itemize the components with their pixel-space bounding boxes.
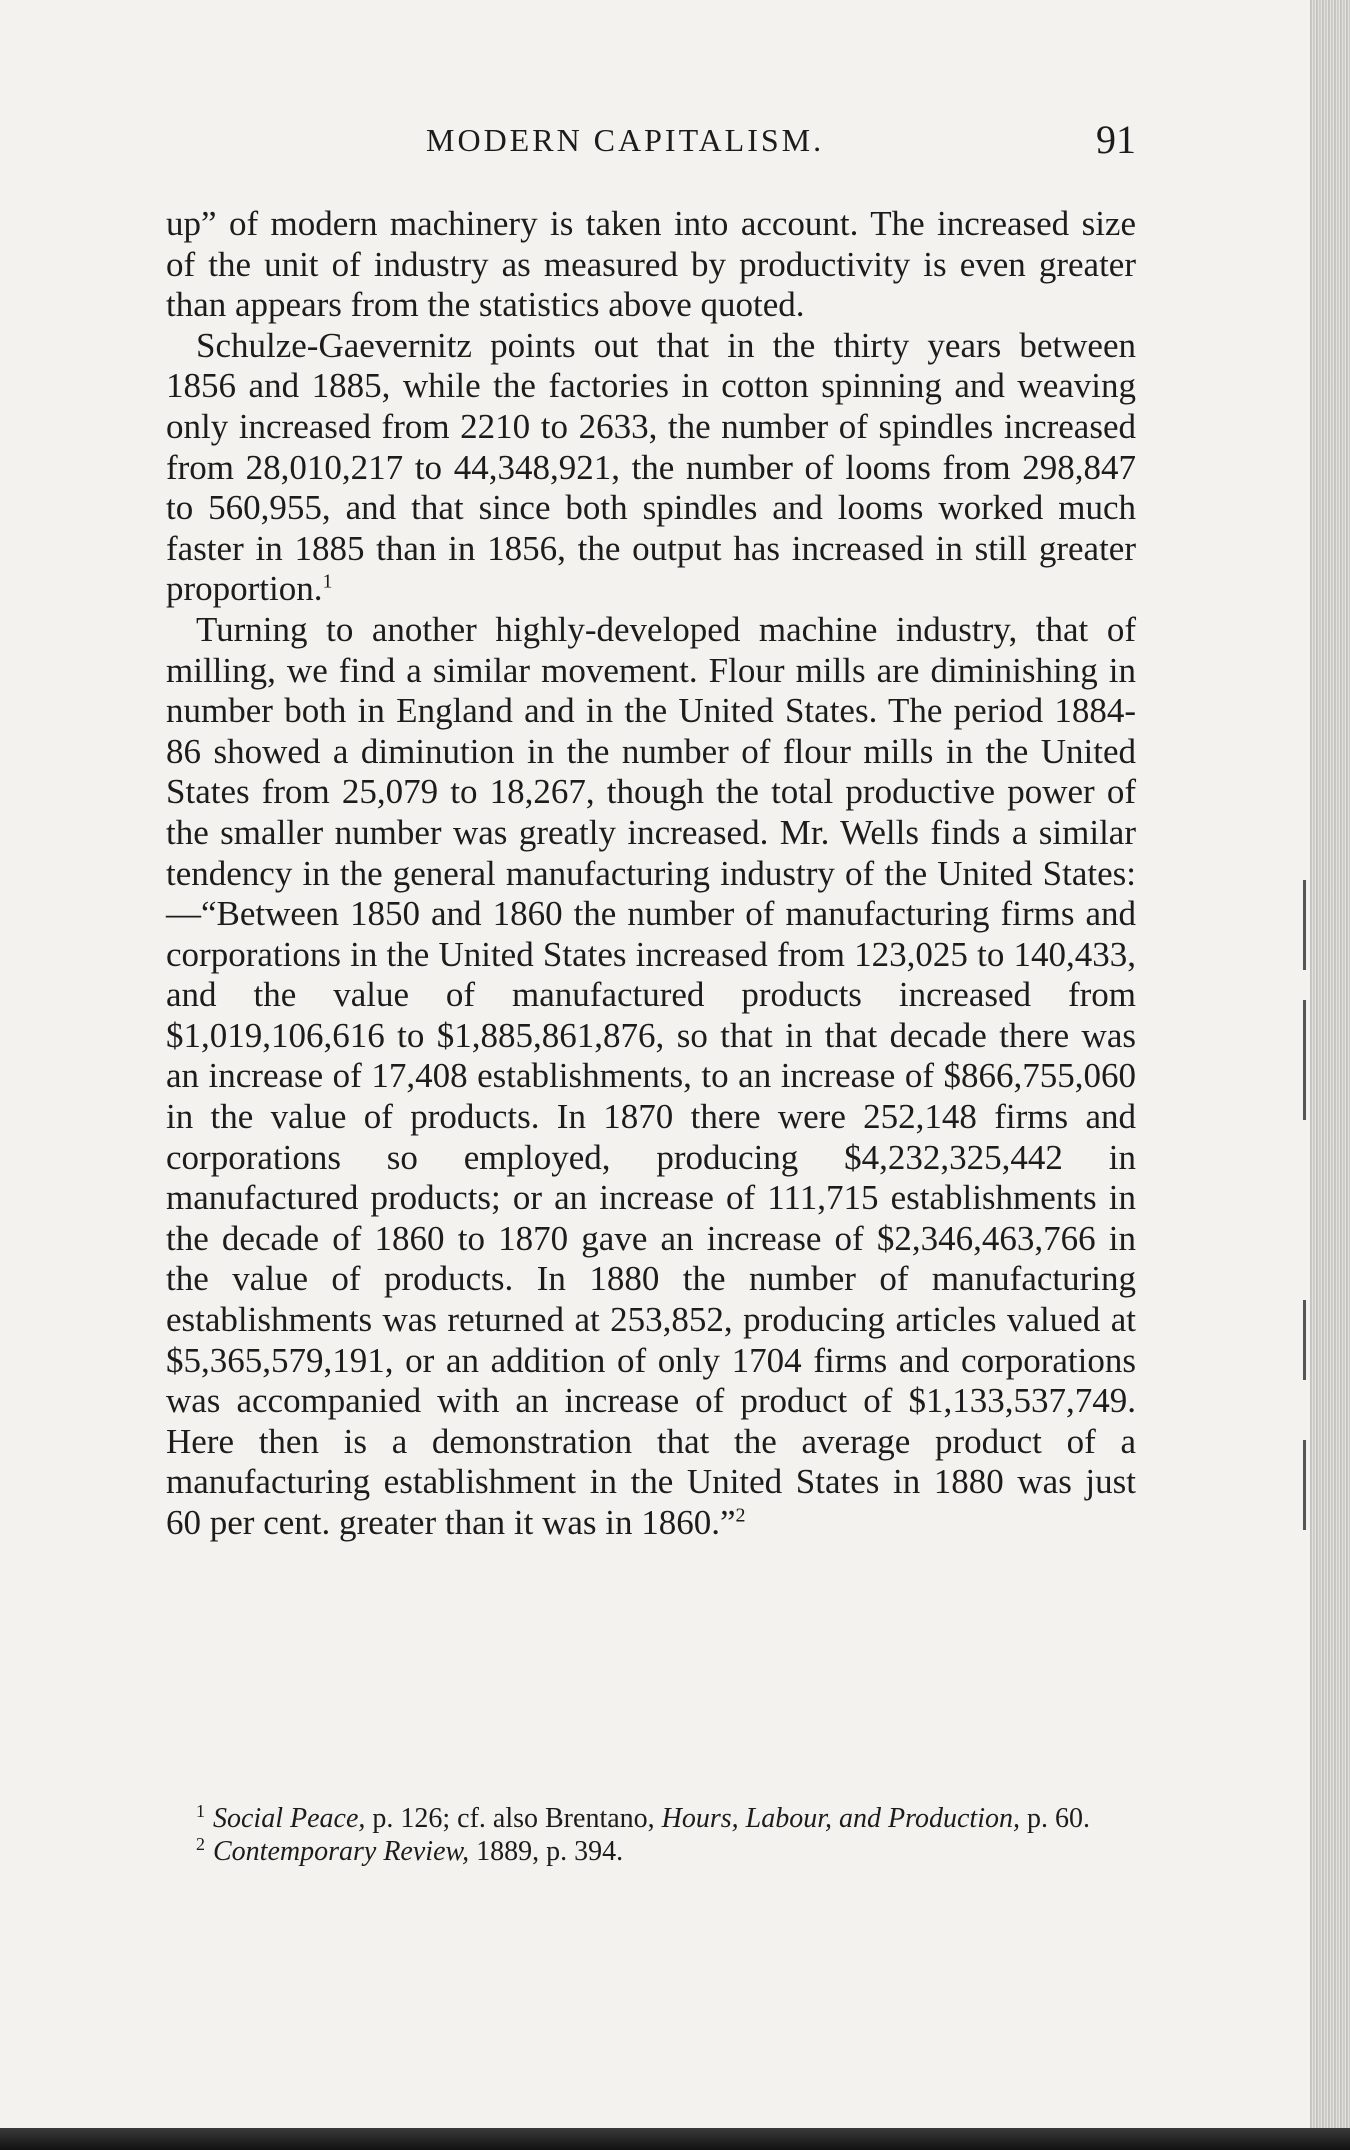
footnote-ref-1: 1 <box>322 570 333 593</box>
page-header <box>166 117 1136 172</box>
footnotes <box>166 1802 1136 1868</box>
body-text <box>166 204 1136 1544</box>
footnote-2: $^2$ Contemporary Review, 1889, p. 394. <box>196 1833 624 1867</box>
paragraph-2: Schulze-Gaevernitz points out that in the thirty years between 1856 and 1885, while the factories in cotton spinning and weaving only increased from 2210 to 2633, the number of spindles increased from 28,010,217 to 44,348,921, the number of looms from 298,847 to 560,955, and that since both spindles and looms worked much faster in 1885 than in 1856, the output has increased in still greater proportion.$^1$ <box>166 325 1136 609</box>
margin-mark <box>1303 880 1306 970</box>
paragraph-3: Turning to another highly-developed machine industry, that of milling, we find a similar movement. Flour mills are diminishing in number both in England and in the United States. The period 1884-86 showed a diminution in the number of flour mills in the United States from 25,079 to 18,267, though the total productive power of the smaller number was greatly increased. Mr. Wells finds a similar tendency in the general manufacturing industry of the United States:—“Between 1850 and 1860 the number of manufacturing firms and corporations in the United States increased from 123,025 to 140,433, and the value of manufactured products increased from $1,019,106,616 to $1,885,861,876, so that in that decade there was an increase of 17,408 establishments, to an increase of $866,755,060 in the value of products. In 1870 there were 252,148 firms and corporations so employed, producing $4,232,325,442 in manufactured products; or an increase of 111,715 establishments in the decade of 1860 to 1870 gave an increase of $2,346,463,766 in the value of products. In 1880 the number of manufacturing establishments was returned at 253,852, producing articles valued at $5,365,579,191, or an addition of only 1704 firms and corporations was accompanied with an increase of product of $1,133,537,749. Here then is a demonstration that the average product of a manufacturing establishment in the United States in 1880 was just 60 per cent. greater than it was in 1860.”$^2$ <box>166 609 1136 1542</box>
footnote-1: $^1$ Social Peace, p. 126; cf. also Brentano, Hours, Labour, and Production, p. 60. <box>196 1800 1090 1834</box>
margin-mark <box>1303 1300 1306 1380</box>
footnote-ref-2: 2 <box>735 1504 746 1527</box>
paragraph-1: up” of modern machinery is taken into account. The increased size of the unit of industry as measured by productivity is even greater than appears from the statistics above quoted. <box>166 204 1136 325</box>
page-number: 91 <box>1096 117 1136 162</box>
page-edge-bottom <box>0 2128 1350 2150</box>
margin-mark <box>1303 1440 1306 1530</box>
page-edge-right <box>1310 0 1350 2150</box>
running-head: MODERN CAPITALISM. <box>426 122 825 158</box>
margin-mark <box>1303 1000 1306 1120</box>
